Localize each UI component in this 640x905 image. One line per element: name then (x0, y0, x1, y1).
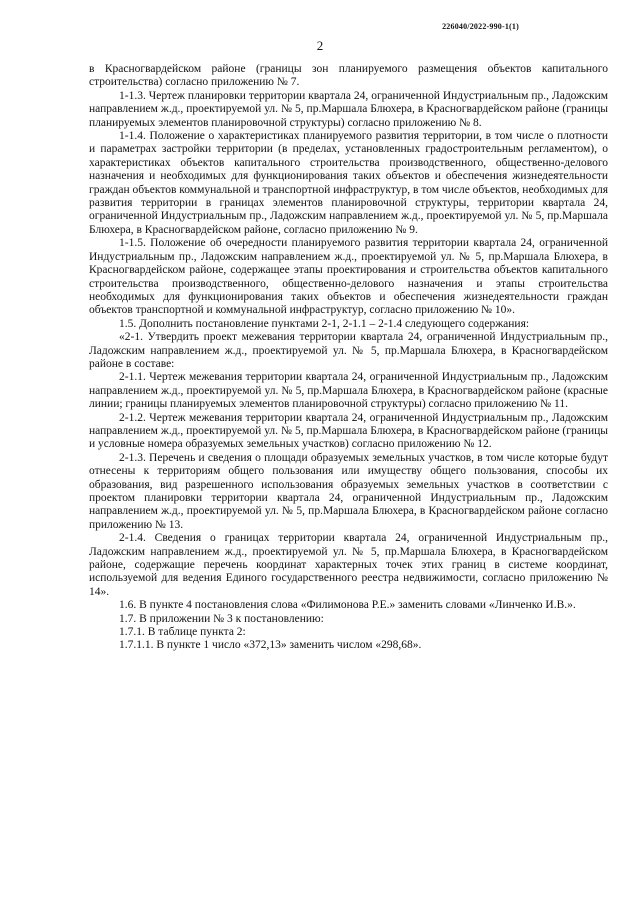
paragraph-1-1-4: 1-1.4. Положение о характеристиках планируемого развития территории, в том числе о плотности и параметрах застройки территории (в пределах, установленных градостроительным регламентом), о характеристиках объектов капитального строительства производственного, общественно-делового назначения и необходимых для функционирования таких объектов и обеспечения жизнедеятельности граждан объектов коммунальной и транспортной инфраструктур, в том числе объектов, необходимых для развития территории в границах элементов планировочной структуры, территории квартала 24, ограниченной Индустриальным пр., Ладожским направлением ж.д., проектируемой ул. № 5, пр.Маршала Блюхера, в Красногвардейском районе, согласно приложению № 9. (89, 130, 608, 236)
paragraph-1-7-1: 1.7.1. В таблице пункта 2: (119, 626, 246, 639)
document-body (89, 63, 608, 653)
paragraph-2-1: «2-1. Утвердить проект межевания территории квартала 24, ограниченной Индустриальным пр., Ладожским направлением ж.д., проектируемой ул. № 5, пр.Маршала Блюхера, в Красногвардейском районе в составе: (89, 331, 608, 370)
document-number: 226040/2022-990-1(1) (442, 22, 519, 31)
paragraph-1-1-3: 1-1.3. Чертеж планировки территории квартала 24, ограниченной Индустриальным пр., Ладожским направлением ж.д., проектируемой ул. № 5, пр.Маршала Блюхера, в Красногвардейском районе (границы планируемых элементов планировочной структуры) согласно приложению № 8. (89, 89, 608, 129)
paragraph-1-5: 1.5. Дополнить постановление пунктами 2-1, 2-1.1 – 2-1.4 следующего содержания: (119, 317, 530, 330)
paragraph-2-1-1: 2-1.1. Чертеж межевания территории квартала 24, ограниченной Индустриальным пр., Ладожским направлением ж.д., проектируемой ул. № 5, пр.Маршала Блюхера, в Красногвардейском районе (красные линии; границы планируемых элементов планировочной структуры) согласно приложению № 11. (89, 371, 608, 411)
paragraph-1-7-1-1: 1.7.1.1. В пункте 1 число «372,13» заменить числом «298,68». (119, 639, 422, 652)
paragraph-1-6: 1.6. В пункте 4 постановления слова «Филимонова Р.Е.» заменить словами «Линченко И.В.». (119, 599, 576, 612)
page-number: 2 (316, 38, 324, 53)
paragraph-1-7: 1.7. В приложении № 3 к постановлению: (119, 612, 324, 625)
paragraph-1-1-5: 1-1.5. Положение об очередности планируемого развития территории квартала 24, ограниченной Индустриальным пр., Ладожским направлением ж.д., проектируемой ул. № 5, пр.Маршала Блюхера, в Красногвардейском районе, содержащее этапы проектирования и строительства объектов капитального строительства производственного, общественно-делового назначения и этапы строительства необходимых для функционирования таких объектов и обеспечения жизнедеятельности граждан объектов транспортной и коммунальной инфраструктур, согласно приложению № 10». (89, 237, 608, 317)
paragraph-2-1-3: 2-1.3. Перечень и сведения о площади образуемых земельных участков, в том числе которые будут отнесены к территориям общего пользования или имуществу общего пользования, способы их образования, вид разрешенного использования образуемых земельных участков в соответствии с проектом планировки территории квартала 24, ограниченной Индустриальным пр., Ладожским направлением ж.д., проектируемой ул. № 5, пр.Маршала Блюхера, в Красногвардейском районе согласно приложению № 13. (89, 451, 608, 531)
paragraph-continuation: в Красногвардейском районе (границы зон планируемого размещения объектов капитального строительства) согласно приложению № 7. (89, 63, 608, 89)
paragraph-2-1-2: 2-1.2. Чертеж межевания территории квартала 24, ограниченной Индустриальным пр., Ладожским направлением ж.д., проектируемой ул. № 5, пр.Маршала Блюхера, в Красногвардейском районе (границы и условные номера образуемых земельных участков) согласно приложению № 12. (89, 411, 608, 451)
paragraph-2-1-4: 2-1.4. Сведения о границах территории квартала 24, ограниченной Индустриальным пр., Ладожским направлением ж.д., проектируемой ул. № 5, пр.Маршала Блюхера, в Красногвардейском районе, содержащие перечень координат характерных точек этих границ в системе координат, используемой для ведения Единого государственного реестра недвижимости, согласно приложению № 14». (89, 532, 608, 598)
